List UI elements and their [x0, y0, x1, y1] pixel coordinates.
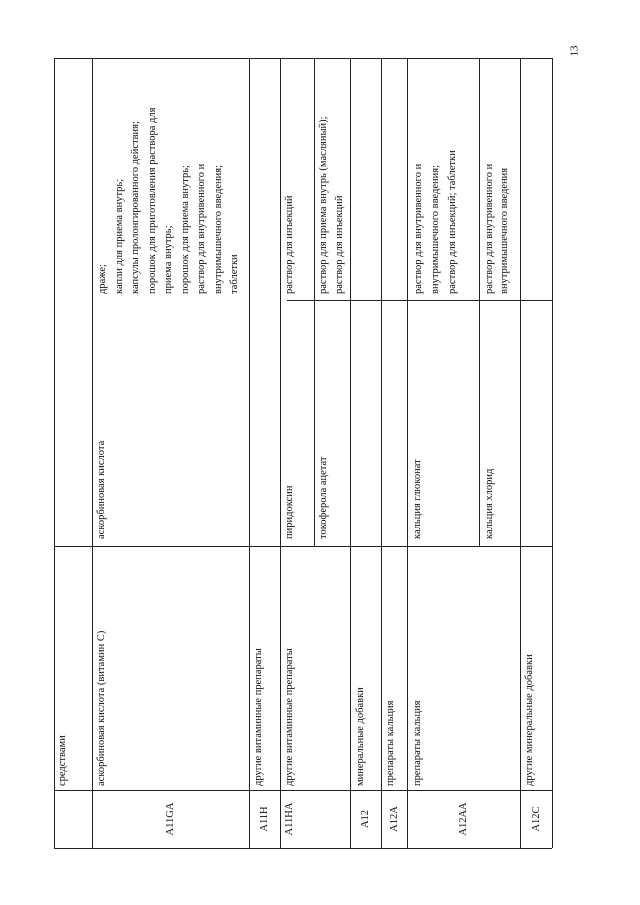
- dosage-form: капсулы пролонгированного действия;: [130, 121, 141, 294]
- drug-name: аскорбиновая кислота: [96, 440, 107, 539]
- forms-cell-pyridoxine: [280, 58, 314, 300]
- group-cell-a11h: [249, 546, 280, 790]
- dosage-form: порошок для приема внутрь;: [179, 165, 191, 294]
- dosage-form: внутримышечного введения: [499, 167, 510, 294]
- drug-name: кальция хлорид: [484, 468, 495, 539]
- code-cell-a12a: [381, 790, 407, 848]
- group-name: препараты кальция: [412, 700, 423, 786]
- drug-cell-tocopherol: [314, 300, 350, 546]
- group-name: другие витаминные препараты: [284, 648, 295, 786]
- group-cell-a12: [350, 546, 381, 790]
- drug-name: токоферола ацетат: [318, 456, 329, 539]
- header-fragment-cell: [54, 546, 92, 790]
- drug-name: пиридоксин: [284, 485, 295, 539]
- atc-code: A12: [360, 809, 371, 829]
- drug-cell-calcium-chloride: [479, 300, 520, 546]
- row-line-8: [552, 58, 553, 848]
- atc-code: A12C: [530, 806, 542, 832]
- dosage-form: раствор для инъекций: [284, 195, 295, 294]
- dosage-form: порошок для приготовления раствора для: [146, 107, 158, 294]
- forms-cell-a11ga: [92, 58, 249, 300]
- group-name: другие минеральные добавки: [524, 654, 535, 786]
- dosage-form: раствор для внутривенного и: [484, 163, 495, 294]
- group-name: минеральные добавки: [355, 687, 366, 786]
- dosage-form: раствор для приема внутрь (масляный);: [318, 116, 329, 294]
- dosage-form: капли для приема внутрь;: [113, 178, 125, 294]
- dosage-form: раствор для внутривенного и: [196, 163, 207, 294]
- forms-cell-tocopherol: [314, 58, 350, 300]
- code-cell-a12c: [520, 790, 552, 848]
- group-name: аскорбиновая кислота (витамин С): [96, 630, 107, 786]
- dosage-form: таблетки: [229, 254, 240, 294]
- drug-name: кальция глюконат: [412, 459, 423, 539]
- drug-cell-pyridoxine: [280, 300, 314, 546]
- group-name: препараты кальция: [385, 700, 396, 786]
- drug-table: [54, 58, 552, 848]
- dosage-form: раствор для инъекций: [334, 195, 345, 294]
- atc-code: A12AA: [458, 802, 469, 836]
- dosage-form: приема внутрь;: [163, 225, 174, 294]
- code-cell-a12: [350, 790, 381, 848]
- dosage-form: драже;: [97, 264, 108, 294]
- group-cell-a12aa: [407, 546, 520, 790]
- code-cell-a11h: [249, 790, 280, 848]
- atc-code: A12A: [388, 806, 400, 832]
- code-cell-a11ga: [92, 790, 249, 848]
- dosage-form: раствор для внутривенного и: [413, 163, 424, 294]
- forms-cell-calcium-gluconate: [407, 58, 479, 300]
- dosage-form: раствор для инъекций; таблетки: [447, 150, 458, 294]
- drug-cell-a11ga: [92, 300, 249, 546]
- drug-cell-calcium-gluconate: [407, 300, 479, 546]
- forms-cell-calcium-chloride: [479, 58, 520, 300]
- code-cell-a12aa: [407, 790, 520, 848]
- group-cell-a11ga: [92, 546, 249, 790]
- header-fragment: средствами: [57, 735, 68, 786]
- page-number: 13: [568, 45, 580, 57]
- atc-code: A11GA: [165, 802, 176, 836]
- dosage-form: внутримышечного введения;: [212, 164, 224, 294]
- code-cell-a11ha: [280, 790, 350, 848]
- group-name: другие витаминные препараты: [253, 648, 264, 786]
- atc-code: A11HA: [284, 802, 295, 836]
- group-cell-a12a: [381, 546, 407, 790]
- table-border-bottom: [54, 848, 552, 849]
- dosage-form: внутримышечного введения;: [430, 164, 441, 294]
- group-cell-a12c: [520, 546, 552, 790]
- atc-code: A11H: [259, 806, 270, 832]
- group-cell-a11ha: [280, 546, 350, 790]
